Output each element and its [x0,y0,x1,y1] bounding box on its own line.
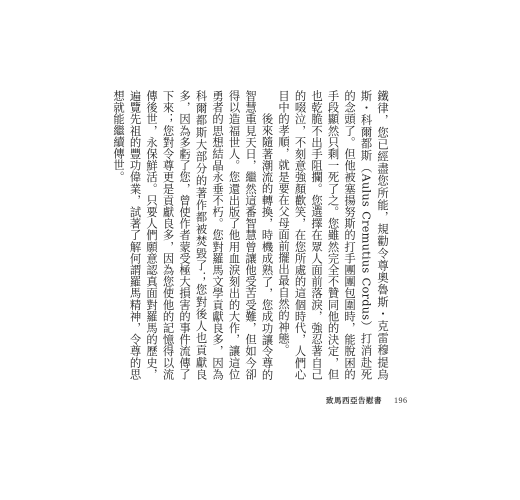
page-number: 196 [394,396,408,405]
body-text [110,90,391,380]
page-footer [326,395,408,406]
running-title: 致馬西亞告慰書 [326,396,382,405]
paragraph-1: 鐵律，您已經盡您所能，規勸令尊奧魯斯・克雷穆提烏斯・科爾都斯（Aulus Cremutius Cordus）打消赴死的念頭了。但他被塞揚努斯的打手團團包圍時，能脫困的手段顯然只剩一死了之。您雖然完全不贊同他的決定，但也乾脆不出手阻攔。您選擇在眾人面前落淚，強忍著自己的啜泣，不刻意強顏歡笑，在您所處的這個時代，人們心目中的孝順，就是要在父母面前擺出最自然的神態。 [277,90,389,380]
paragraph-2: 後來隨著潮流的轉換，時機成熟了，您成功讓令尊的智慧重見天日，繼然這番智慧曾讓他受苦受難，但如今卻得以造福世人。您還出版了他用血淚刻出的大作，讓這位勇者的思想結晶永垂不朽。您對羅馬文學貢獻良多，因為科爾都斯大部分的著作都被焚毀了；您對後人也貢獻良多，因為多虧了您，曾使作者蒙受極大損害的事件流傳了下來；您對令尊更是貢獻良多，因為您使他的記憶得以流傳後世，永保鮮活。只要人們願意認真面對羅馬的歷史，遍覽先祖的豐功偉業，試著了解何謂羅馬精神，令尊的思想就能繼續傳世。 [112,90,274,380]
